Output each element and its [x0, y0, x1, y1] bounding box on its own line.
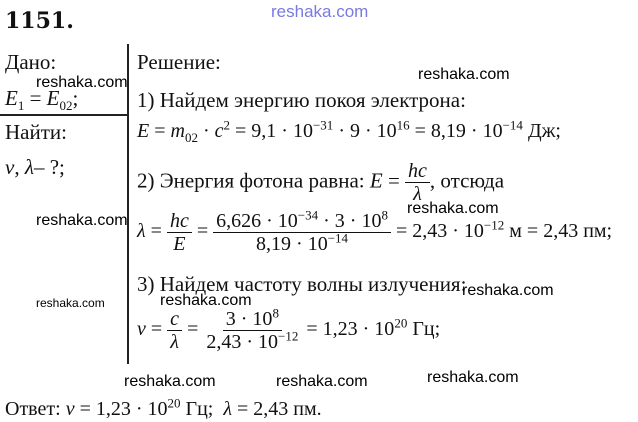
step3-equation: ν = $\frac{c}{\lambda}$ = $\frac{3 \cdot 10^8}{2,43 \cdot 10^{-12}}$ = $1,23 \cdot 10^{20}$ Гц; [137, 305, 441, 353]
answer: Ответ: $\nu = 1,23 \cdot 10^{20}$ Гц; λ = 2,43 пм. [5, 395, 322, 420]
step2-equation: λ = $\frac{hc}{E}$ = $\frac{6,626 \cdot 10^{-34} \cdot 3 \cdot 10^8}{8,19 \cdot 10^{-14}}$ = $2,43 \cdot 10^{-12}$ м = 2,43 пм; [137, 207, 613, 255]
step1-equation: $E = m_{02} \cdot c^2 = 9,1 \cdot 10^{-31} \cdot 9 \cdot 10^{16} = 8,19 \cdot 10^{-14}$ Дж; [137, 117, 561, 145]
watermark: reshaka.com [36, 212, 128, 229]
find-header: Найти: [5, 120, 67, 144]
watermark: reshaka.com [418, 66, 510, 83]
watermark: reshaka.com [36, 296, 105, 310]
step2-title: 2) Энергия фотона равна: E = $\frac{hc}{\lambda}$ , отсюда [137, 160, 505, 205]
watermark: reshaka.com [160, 292, 252, 309]
step1-title: 1) Найдем энергию покоя электрона: [137, 88, 466, 112]
solution-header: Решение: [137, 50, 221, 74]
watermark: reshaka.com [124, 373, 216, 390]
given-header: Дано: [5, 50, 57, 74]
watermark: reshaka.com [276, 373, 368, 390]
step3-title: 3) Найдем частоту волны излучения: [137, 272, 467, 296]
watermark: reshaka.com [407, 200, 499, 217]
watermark-top: reshaka.com [271, 2, 369, 21]
find-unknowns: ν, λ– ?; [5, 155, 65, 179]
watermark: reshaka.com [462, 282, 554, 299]
given-condition: $E_1 = E_{02}$; [5, 86, 79, 114]
watermark: reshaka.com [36, 74, 128, 91]
given-divider [0, 114, 127, 116]
watermark: reshaka.com [427, 369, 519, 386]
vertical-divider [127, 44, 129, 364]
problem-number: 1151. [5, 8, 74, 34]
